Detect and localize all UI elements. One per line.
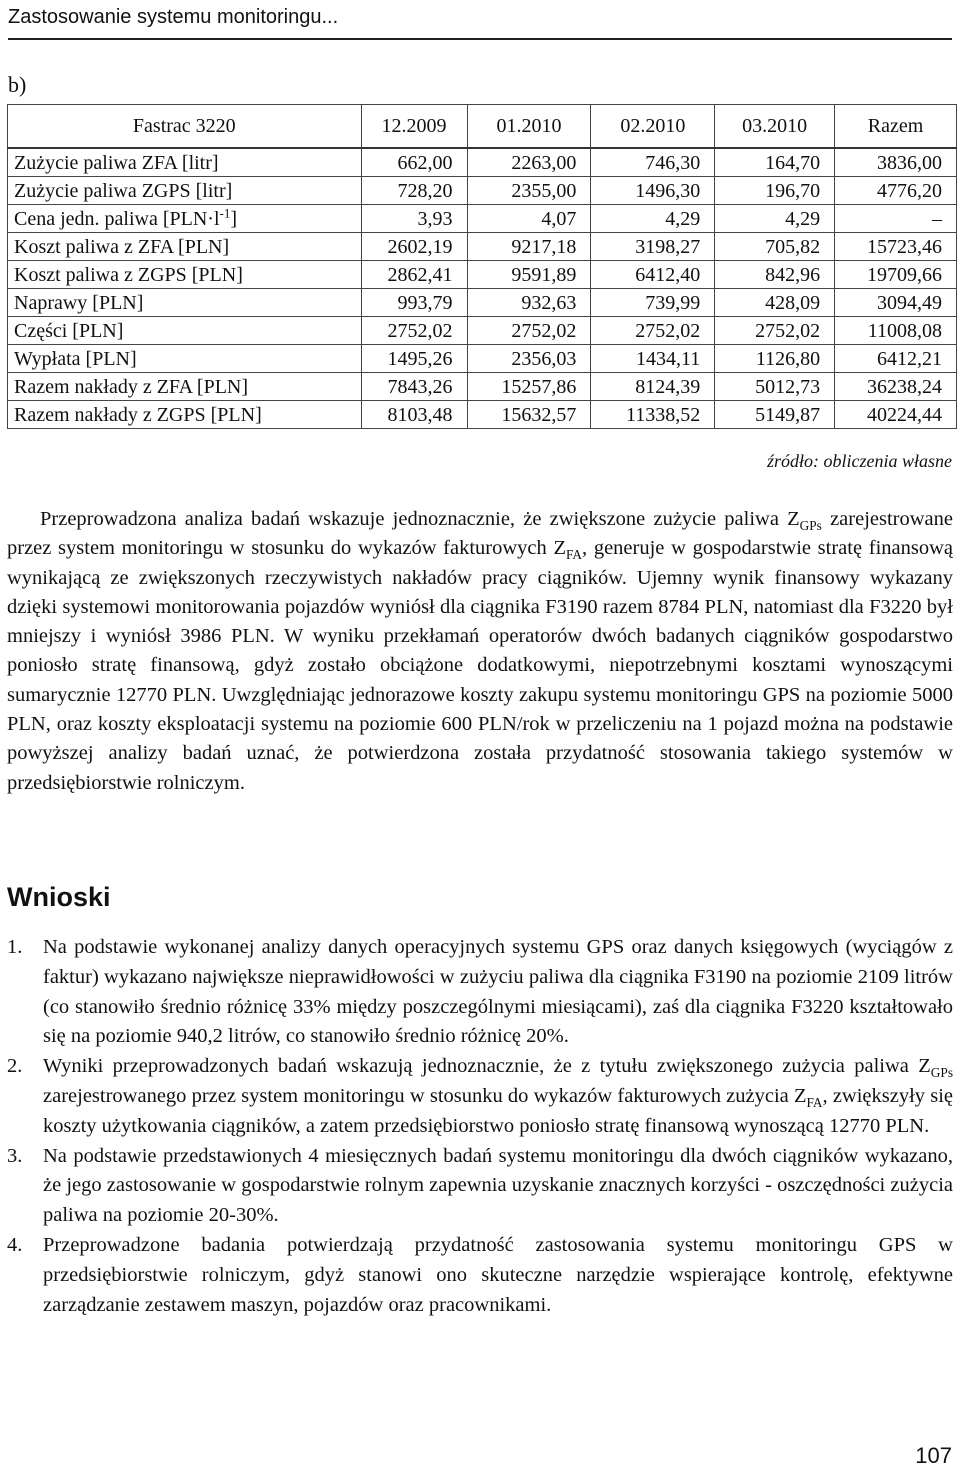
list-item: [7, 933, 953, 1052]
table-cell: 705,82: [715, 233, 835, 261]
section-heading: Wnioski: [7, 882, 111, 912]
table-cell: 9591,89: [467, 261, 591, 289]
table-cell: 2355,00: [467, 177, 591, 205]
table-cell: 2752,02: [361, 317, 467, 345]
table-row: [8, 345, 957, 373]
table-cell: 19709,66: [835, 261, 957, 289]
table-cell: 6412,40: [591, 261, 715, 289]
list-number: 2.: [7, 1055, 23, 1078]
table-cell: 993,79: [361, 289, 467, 317]
table-cell: 2752,02: [467, 317, 591, 345]
table-cell: 15723,46: [835, 233, 957, 261]
table-row: [8, 261, 957, 289]
table-cell: 728,20: [361, 177, 467, 205]
table-cell: 662,00: [361, 148, 467, 177]
row-label: Części [PLN]: [8, 317, 362, 345]
table-row: [8, 317, 957, 345]
table-cell: 40224,44: [835, 401, 957, 429]
table-cell: 428,09: [715, 289, 835, 317]
table-cell: 36238,24: [835, 373, 957, 401]
list-number: 4.: [7, 1233, 23, 1256]
column-header: 12.2009: [361, 105, 467, 149]
list-item: [7, 1052, 953, 1141]
row-label: Koszt paliwa z ZFA [PLN]: [8, 233, 362, 261]
column-header: 02.2010: [591, 105, 715, 149]
table-cell: 3,93: [361, 205, 467, 233]
table-cell: 2263,00: [467, 148, 591, 177]
table-row: [8, 233, 957, 261]
list-item: [7, 1142, 953, 1231]
table-cell: 3836,00: [835, 148, 957, 177]
table-cell: 1126,80: [715, 345, 835, 373]
table-cell: 3198,27: [591, 233, 715, 261]
table-cell: 11338,52: [591, 401, 715, 429]
row-label: Koszt paliwa z ZGPS [PLN]: [8, 261, 362, 289]
table-cell: 7843,26: [361, 373, 467, 401]
table-cell: 932,63: [467, 289, 591, 317]
table-cell: 1434,11: [591, 345, 715, 373]
subfigure-label: b): [8, 72, 27, 97]
header-title: Zastosowanie systemu monitoringu...: [8, 6, 339, 28]
table-cell: 3094,49: [835, 289, 957, 317]
table-cell: –: [835, 205, 957, 233]
table-header-row: [8, 105, 957, 149]
table-row: [8, 401, 957, 429]
table-row: [8, 205, 957, 233]
list-text: Przeprowadzone badania potwierdzają przydatność zastosowania systemu monitoringu GPS w przedsiębiorstwie rolniczym, gdyż stanowi ono skuteczne narzędzie wspierające kontrolę, efektywne zarządzanie zestawem maszyn, pojazdów oraz pracownikami.: [43, 1233, 953, 1316]
column-header: Fastrac 3220: [8, 105, 362, 149]
table-cell: 2602,19: [361, 233, 467, 261]
table-cell: 2356,03: [467, 345, 591, 373]
row-label: Razem nakłady z ZFA [PLN]: [8, 373, 362, 401]
table-cell: 196,70: [715, 177, 835, 205]
list-number: 1.: [7, 936, 23, 958]
table-cell: 15257,86: [467, 373, 591, 401]
conclusions-list: [7, 933, 953, 1320]
table-cell: 1496,30: [591, 177, 715, 205]
list-text: Na podstawie wykonanej analizy danych operacyjnych systemu GPS oraz danych księgowych (wyciągów z faktur) wykazano największe nieprawidłowości w zużyciu paliwa dla ciągnika F3190 na poziomie 2109 litrów (co stanowiło średnio różnicę 33% między poszczególnymi miesiącami), zaś dla ciągnika F3220 kształtowało się na poziomie 940,2 litrów, co stanowiło średnio różnicę 20%.: [43, 936, 953, 1048]
table-cell: 4776,20: [835, 177, 957, 205]
list-number: 3.: [7, 1144, 23, 1167]
table-cell: 739,99: [591, 289, 715, 317]
table-row: [8, 148, 957, 177]
column-header: 03.2010: [715, 105, 835, 149]
row-label: Zużycie paliwa ZFA [litr]: [8, 148, 362, 177]
table-cell: 5149,87: [715, 401, 835, 429]
table-cell: 5012,73: [715, 373, 835, 401]
list-text: Wyniki przeprowadzonych badań wskazują jednoznacznie, że z tytułu zwiększonego zużycia paliwa $Z_{GPs}$ zarejestrowanego przez system monitoringu w stosunku do wykazów fakturowych zużycia $Z_{FA}$, zwiększyły się koszty użytkowania ciągników, a zatem przedsiębiorstwo poniosło stratę finansową wynoszącą 12770 PLN.: [43, 1055, 953, 1137]
row-label: Zużycie paliwa ZGPS [litr]: [8, 177, 362, 205]
column-header: 01.2010: [467, 105, 591, 149]
running-header: [8, 0, 952, 40]
table-cell: 2752,02: [715, 317, 835, 345]
table-cell: 4,07: [467, 205, 591, 233]
list-text: Na podstawie przedstawionych 4 miesięcznych badań systemu monitoringu dla dwóch ciągników wykazano, że jego zastosowanie w gospodarstwie rolnym zapewnia uzyskanie znacznych korzyści - oszczędności zużycia paliwa na poziomie 20-30%.: [43, 1144, 953, 1227]
fuel-cost-table: [7, 104, 957, 429]
table-cell: 842,96: [715, 261, 835, 289]
table-row: [8, 289, 957, 317]
table-cell: 6412,21: [835, 345, 957, 373]
row-label: Wypłata [PLN]: [8, 345, 362, 373]
table-cell: 1495,26: [361, 345, 467, 373]
table-cell: 2752,02: [591, 317, 715, 345]
table-source-note: źródło: obliczenia własne: [767, 451, 952, 471]
table-cell: 9217,18: [467, 233, 591, 261]
table-cell: 8103,48: [361, 401, 467, 429]
table-row: [8, 373, 957, 401]
row-label: Razem nakłady z ZGPS [PLN]: [8, 401, 362, 429]
list-item: [7, 1231, 953, 1320]
table-cell: 746,30: [591, 148, 715, 177]
table-cell: 4,29: [591, 205, 715, 233]
page-number: 107: [915, 1443, 952, 1468]
table-cell: 15632,57: [467, 401, 591, 429]
table-cell: 8124,39: [591, 373, 715, 401]
table-row: [8, 177, 957, 205]
row-label: Cena jedn. paliwa $[PLN\cdot l^{-1}]$: [8, 205, 362, 233]
row-label: Naprawy [PLN]: [8, 289, 362, 317]
table-cell: 164,70: [715, 148, 835, 177]
table-cell: 4,29: [715, 205, 835, 233]
column-header: Razem: [835, 105, 957, 149]
table-cell: 11008,08: [835, 317, 957, 345]
table-cell: 2862,41: [361, 261, 467, 289]
analysis-paragraph: Przeprowadzona analiza badań wskazuje jednoznacznie, że zwiększone zużycie paliwa $Z_{GPs}$ zarejestrowane przez system monitoringu w stosunku do wykazów fakturowych $Z_{FA}$, generuje w gospodarstwie stratę finansową wynikającą ze zwiększonych rzeczywistych nakładów pracy ciągników. Ujemny wynik finansowy wykazany dzięki systemowi monitorowania pojazdów wyniósł dla ciągnika F3190 razem 8784 PLN, natomiast dla F3220 był mniejszy i wyniósł 3986 PLN. W wyniku przekłamań operatorów dwóch badanych ciągników gospodarstwo poniosło stratę finansową, gdyż zostało obciążone dodatkowymi, niepotrzebnymi kosztami wynoszącymi sumarycznie 12770 PLN. Uwzględniając jednorazowe koszty zakupu systemu monitoringu GPS na poziomie 5000 PLN, oraz koszty eksploatacji systemu na poziomie 600 PLN/rok w przeliczeniu na 1 pojazd można na podstawie powyższej analizy badań uznać, że potwierdzona została przydatność stosowania takiego systemów w przedsiębiorstwie rolniczym.: [7, 508, 953, 794]
